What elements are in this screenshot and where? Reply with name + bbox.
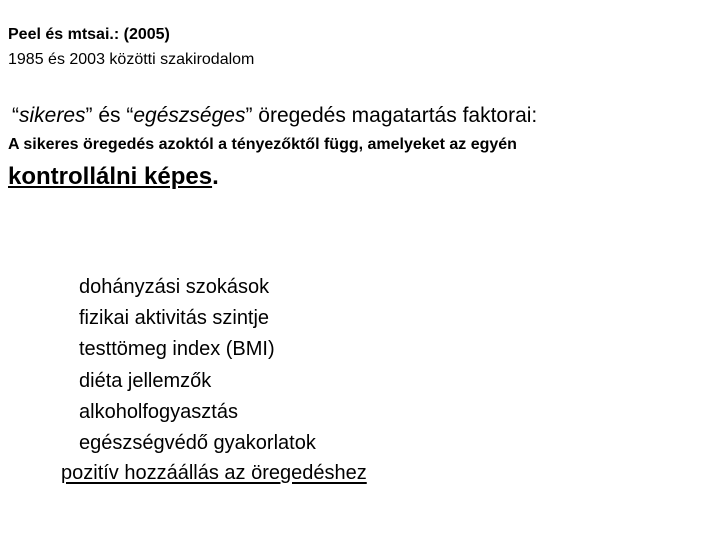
list-item: diéta jellemzők <box>79 369 212 392</box>
factor-list <box>79 274 316 461</box>
heading-rest: ” öregedés magatartás faktorai: <box>245 104 538 127</box>
quote-open: “ <box>12 104 19 127</box>
intro-period: . <box>212 163 219 190</box>
factors-heading <box>12 104 537 128</box>
list-item: fizikai aktivitás szintje <box>79 307 270 330</box>
intro-line-2 <box>8 163 219 191</box>
intro-line-1: A sikeres öregedés azoktól a tényezőktől függ, amelyeket az egyén <box>8 136 517 153</box>
heading-connector: ” és “ <box>85 104 134 127</box>
reference-author: Peel és mtsai.: (2005) <box>8 26 170 43</box>
term-sikeres: sikeres <box>19 104 86 127</box>
list-item: testtömeg index (BMI) <box>79 338 275 361</box>
list-item: alkoholfogyasztás <box>79 400 238 423</box>
list-item: dohányzási szokások <box>79 276 270 298</box>
reference-scope: 1985 és 2003 közötti szakirodalom <box>8 51 255 68</box>
closing-statement: pozitív hozzáállás az öregedéshez <box>61 462 367 484</box>
intro-underlined-phrase: kontrollálni képes <box>8 163 213 190</box>
term-egeszseges: egészséges <box>133 104 246 127</box>
list-item: egészségvédő gyakorlatok <box>79 431 316 454</box>
